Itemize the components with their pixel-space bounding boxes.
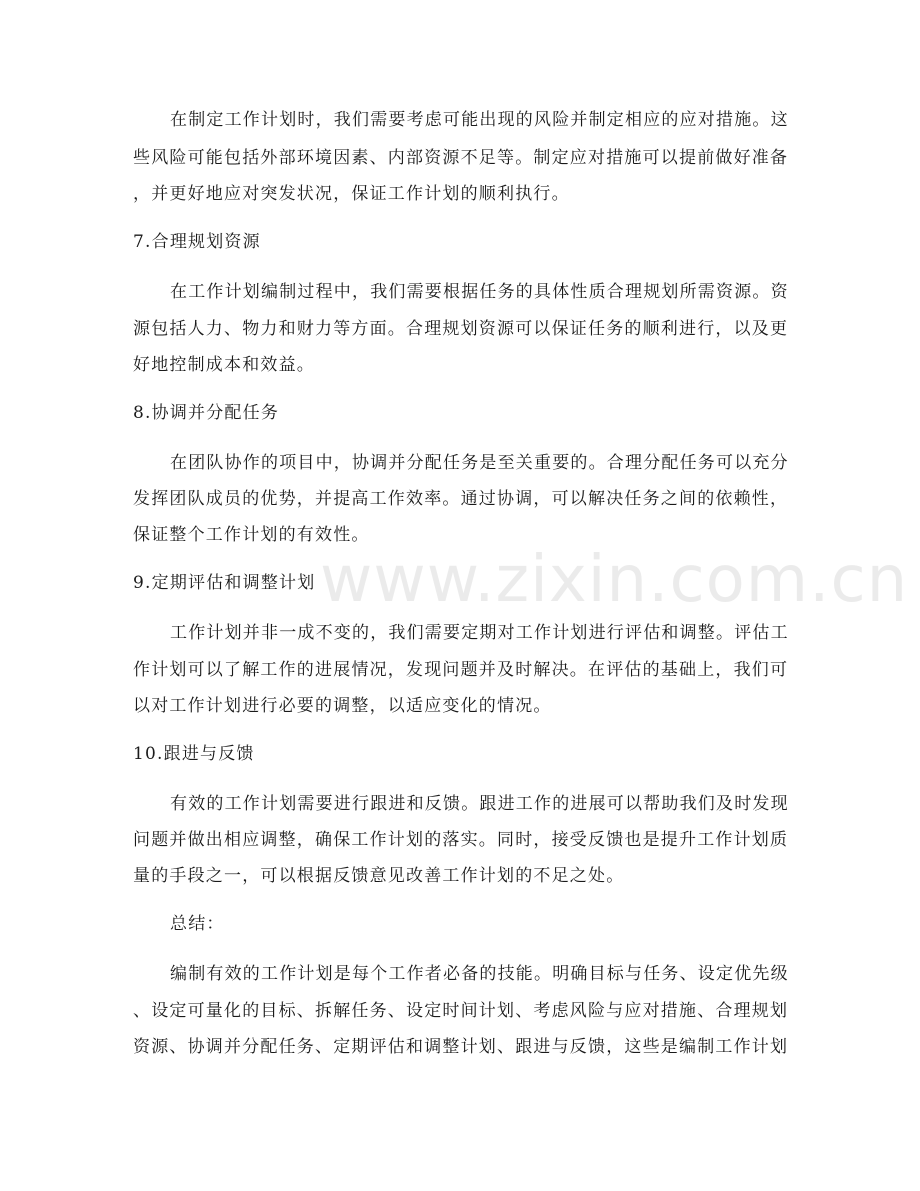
paragraph-line: 以对工作计划进行必要的调整，以适应变化的情况。 [133, 696, 552, 716]
paragraph-line: ，并更好地应对突发状况，保证工作计划的顺利执行。 [133, 184, 570, 204]
section-heading: 7.合理规划资源 [133, 232, 261, 252]
paragraph-line: 在制定工作计划时，我们需要考虑可能出现的风险并制定相应的应对措施。这 [170, 110, 789, 130]
section-heading: 总结： [170, 914, 225, 934]
paragraph-line: 问题并做出相应调整，确保工作计划的落实。同时，接受反馈也是提升工作计划质 [133, 830, 789, 850]
paragraph-line: 资源、协调并分配任务、定期评估和调整计划、跟进与反馈，这些是编制工作计划 [133, 1037, 789, 1057]
paragraph-line: 量的手段之一，可以根据反馈意见改善工作计划的不足之处。 [133, 866, 625, 886]
paragraph-line: 有效的工作计划需要进行跟进和反馈。跟进工作的进展可以帮助我们及时发现 [170, 794, 789, 814]
watermark: www.zixin.com.cn [320, 543, 909, 617]
paragraph-line: 源包括人力、物力和财力等方面。合理规划资源可以保证任务的顺利进行，以及更 [133, 319, 789, 339]
paragraph-line: 好地控制成本和效益。 [133, 355, 315, 375]
paragraph-line: 在团队协作的项目中，协调并分配任务是至关重要的。合理分配任务可以充分 [170, 453, 789, 473]
paragraph-line: 编制有效的工作计划是每个工作者必备的技能。明确目标与任务、设定优先级 [170, 964, 789, 984]
paragraph-line: 些风险可能包括外部环境因素、内部资源不足等。制定应对措施可以提前做好准备 [133, 148, 789, 168]
paragraph-line: 工作计划并非一成不变的，我们需要定期对工作计划进行评估和调整。评估工 [170, 623, 789, 643]
section-heading: 8.协调并分配任务 [133, 403, 280, 423]
paragraph-line: 、设定可量化的目标、拆解任务、设定时间计划、考虑风险与应对措施、合理规划 [133, 1001, 789, 1021]
paragraph-line: 作计划可以了解工作的进展情况，发现问题并及时解决。在评估的基础上，我们可 [133, 660, 789, 680]
paragraph-line: 在工作计划编制过程中，我们需要根据任务的具体性质合理规划所需资源。资 [170, 282, 789, 302]
paragraph-line: 保证整个工作计划的有效性。 [133, 525, 370, 545]
section-heading: 10.跟进与反馈 [133, 744, 255, 764]
paragraph-line: 发挥团队成员的优势，并提高工作效率。通过协调，可以解决任务之间的依赖性， [133, 489, 789, 509]
section-heading: 9.定期评估和调整计划 [133, 573, 316, 593]
